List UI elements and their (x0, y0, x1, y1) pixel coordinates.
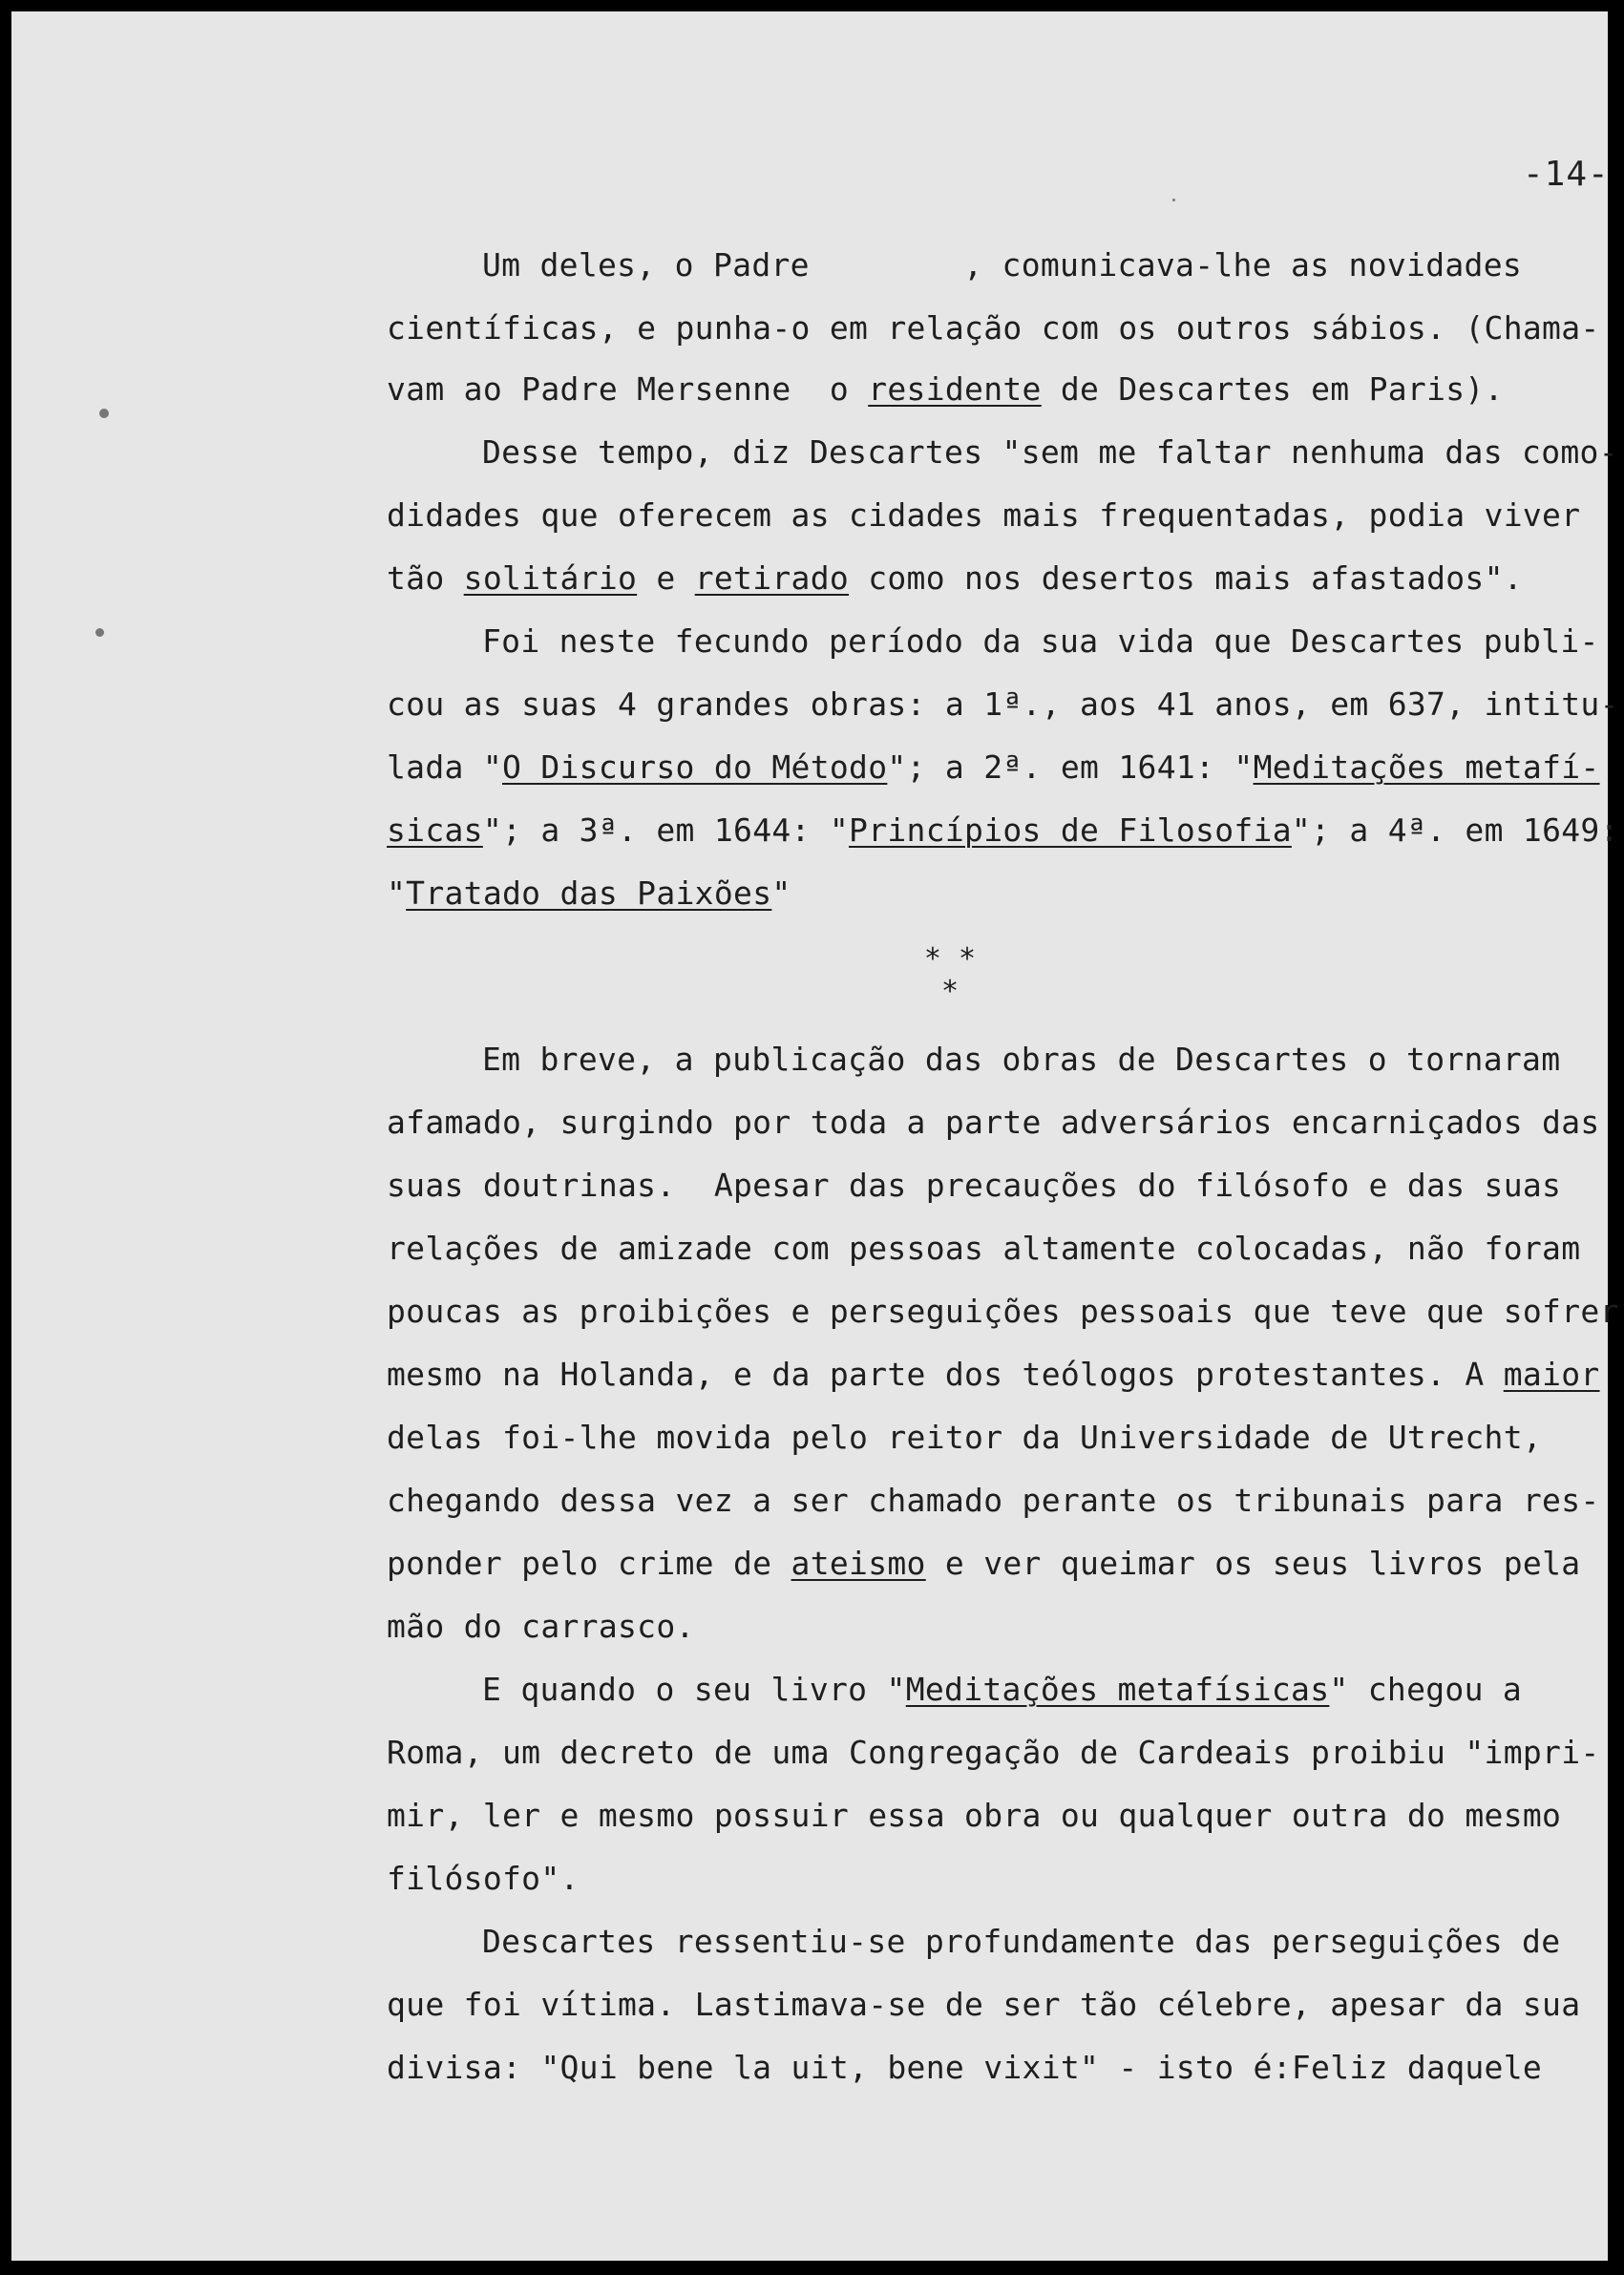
text-segment: tão (387, 559, 464, 597)
text-line (387, 1482, 1618, 1520)
text-line (387, 496, 1618, 535)
text-line (387, 1986, 1618, 2024)
text-segment: Foi neste fecundo período da sua vida que Descartes publi- (482, 622, 1599, 660)
text-segment: " chegou a (1329, 1671, 1523, 1708)
text-segment: Roma, um decreto de uma Congregação de Cardeais proibiu "impri- (387, 1734, 1600, 1771)
text-segment: filósofo". (387, 1860, 580, 1897)
text-line (387, 1419, 1618, 1457)
text-line (387, 748, 1618, 787)
text-line (387, 685, 1618, 724)
text-line (387, 1860, 1618, 1898)
underlined-text: residente (868, 370, 1042, 408)
text-segment: Um deles, o Padre , comunicava-lhe as novidades (482, 246, 1523, 284)
text-segment: E quando o seu livro " (482, 1671, 906, 1708)
text-segment: divisa: "Qui bene la uit, bene vixit" - isto é:Feliz daquele (387, 2049, 1543, 2086)
text-segment: cou as suas 4 grandes obras: a 1ª., aos 41 anos, em 637, intitu- (387, 685, 1619, 723)
text-line (387, 1608, 1618, 1646)
text-line (387, 370, 1618, 409)
text-segment: e ver queimar os seus livros pela (925, 1545, 1581, 1582)
text-segment: Descartes ressentiu-se profundamente das perseguições de (482, 1923, 1561, 1960)
text-line (387, 1797, 1618, 1835)
text-line (387, 811, 1618, 850)
text-segment: vam ao Padre Mersenne o (387, 370, 869, 408)
text-segment: "; a 2ª. em 1641: " (887, 748, 1254, 786)
text-segment: mir, ler e mesmo possuir essa obra ou qualquer outra do mesmo (387, 1797, 1562, 1834)
page-number: -14- (1523, 155, 1610, 194)
text-line (482, 1671, 1624, 1709)
text-segment: delas foi-lhe movida pelo reitor da Universidade de Utrecht, (387, 1419, 1543, 1456)
text-line (387, 1104, 1618, 1142)
text-segment: chegando dessa vez a ser chamado perante os tribunais para res- (387, 1482, 1600, 1519)
text-segment: "; a 4ª. em 1649: (1291, 811, 1619, 849)
text-line (387, 1293, 1618, 1331)
text-line (482, 433, 1624, 472)
text-line (387, 874, 1618, 913)
text-line (482, 246, 1624, 284)
underlined-text: O Discurso do Método (502, 748, 888, 786)
underlined-text: retirado (694, 559, 850, 597)
underlined-text: sicas (387, 811, 483, 849)
underlined-text: maior (1503, 1356, 1600, 1393)
text-segment: " (387, 874, 407, 912)
underlined-text: Princípios de Filosofia (849, 811, 1292, 849)
underlined-text: Tratado das Paixões (406, 874, 772, 912)
paper-speck (1172, 199, 1175, 201)
underlined-text: solitário (463, 559, 638, 597)
text-line (387, 559, 1618, 598)
text-segment: mesmo na Holanda, e da parte dos teólogos protestantes. A (387, 1356, 1504, 1393)
text-segment: poucas as proibições e perseguições pessoais que teve que sofrer (387, 1293, 1619, 1330)
text-segment: ponder pelo crime de (387, 1545, 791, 1582)
section-separator-top: * * (923, 942, 977, 976)
text-line (387, 1167, 1618, 1205)
text-segment: relações de amizade com pessoas altamente colocadas, não foram (387, 1230, 1581, 1267)
text-line (387, 1356, 1618, 1394)
text-line (387, 309, 1618, 348)
text-segment: Em breve, a publicação das obras de Descartes o tornaram (482, 1041, 1561, 1078)
text-line (387, 1230, 1618, 1268)
text-line (387, 1545, 1618, 1583)
section-separator-bottom: * (940, 975, 960, 1008)
text-line (387, 2049, 1618, 2087)
text-segment: " (771, 874, 791, 912)
paper-speck (95, 628, 104, 637)
paper-speck (99, 409, 109, 418)
text-segment: de Descartes em Paris). (1041, 370, 1504, 408)
text-segment: didades que oferecem as cidades mais frequentadas, podia viver (387, 496, 1581, 534)
text-segment: suas doutrinas. Apesar das precauções do filósofo e das suas (387, 1167, 1562, 1204)
text-segment: científicas, e punha-o em relação com os outros sábios. (Chama- (387, 309, 1600, 347)
text-line (482, 1923, 1624, 1961)
text-segment: que foi vítima. Lastimava-se de ser tão célebre, apesar da sua (387, 1986, 1581, 2023)
text-line (387, 1734, 1618, 1772)
underlined-text: Meditações metafí- (1253, 748, 1600, 786)
underlined-text: Meditações metafísicas (905, 1671, 1330, 1708)
text-segment: mão do carrasco. (387, 1608, 695, 1645)
text-line (482, 1041, 1624, 1079)
text-segment: como nos desertos mais afastados". (849, 559, 1523, 597)
underlined-text: ateismo (791, 1545, 926, 1582)
text-line (482, 622, 1624, 661)
text-segment: e (637, 559, 695, 597)
text-segment: Desse tempo, diz Descartes "sem me faltar nenhuma das como- (482, 433, 1618, 471)
text-segment: "; a 3ª. em 1644: " (482, 811, 850, 849)
text-segment: afamado, surgindo por toda a parte adversários encarniçados das (387, 1104, 1600, 1141)
text-segment: lada " (387, 748, 503, 786)
